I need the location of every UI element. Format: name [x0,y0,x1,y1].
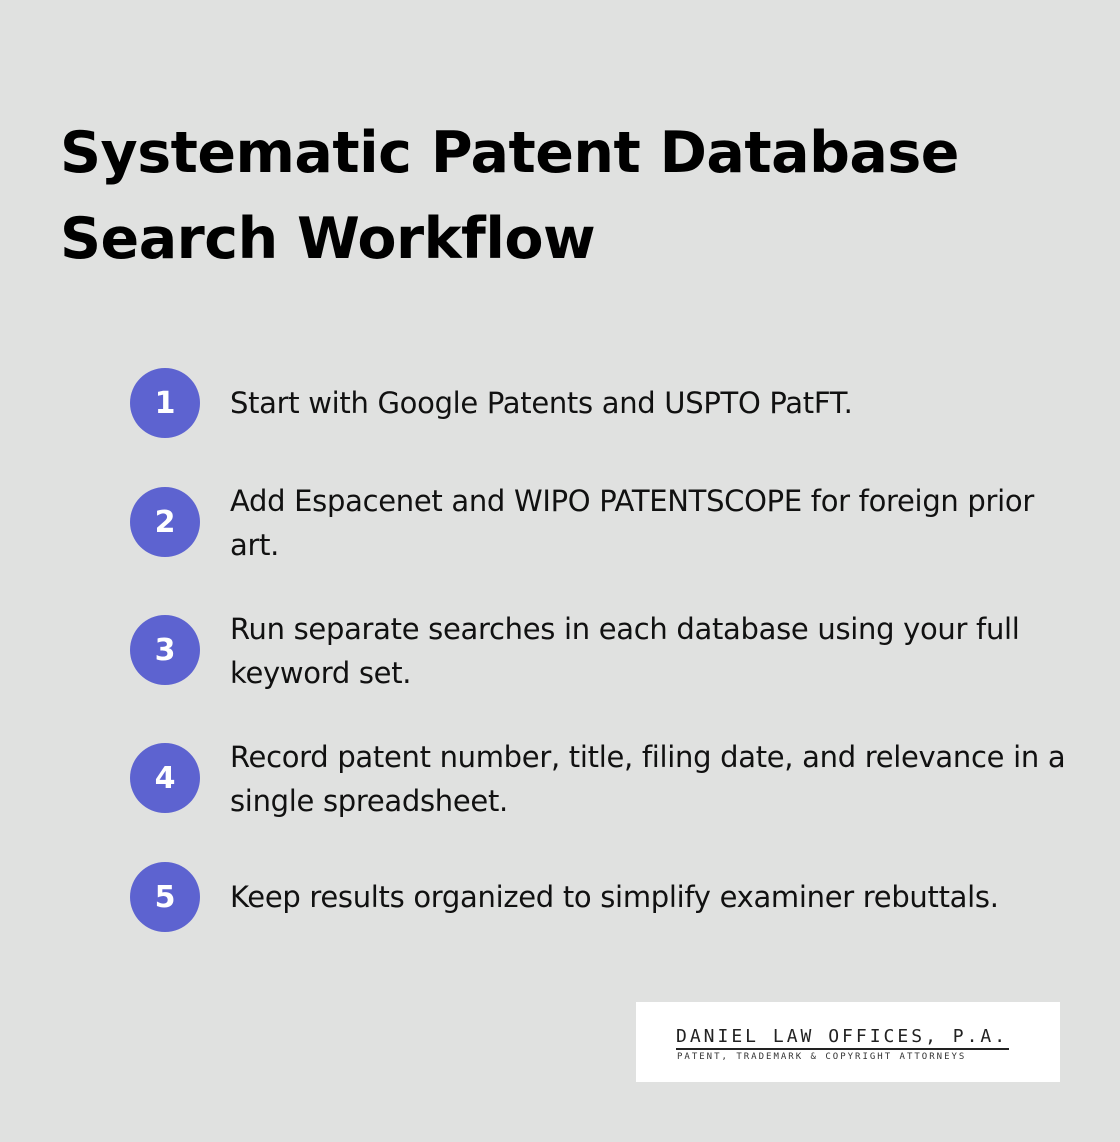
step-text: Start with Google Patents and USPTO PatFT. [230,386,853,420]
step-number-badge: 1 [130,368,200,438]
step-number-badge: 2 [130,487,200,557]
step-text: Record patent number, title, filing date, and relevance in a single spreadsheet. [230,740,1066,818]
step-text: Run separate searches in each database using your full keyword set. [230,612,1020,690]
step-number-badge: 5 [130,862,200,932]
step-text: Keep results organized to simplify examiner rebuttals. [230,880,999,914]
step-number-badge: 3 [130,615,200,685]
logo-tagline: PATENT, TRADEMARK & COPYRIGHT ATTORNEYS [677,1052,967,1062]
step-number-badge: 4 [130,743,200,813]
logo-firm-name: DANIEL LAW OFFICES, P.A. [676,1026,1009,1047]
firm-logo [636,1002,1060,1082]
step-text: Add Espacenet and WIPO PATENTSCOPE for foreign prior art. [230,484,1034,562]
logo-divider [676,1048,1009,1050]
page-title: Systematic Patent Database Search Workflow [60,120,959,272]
